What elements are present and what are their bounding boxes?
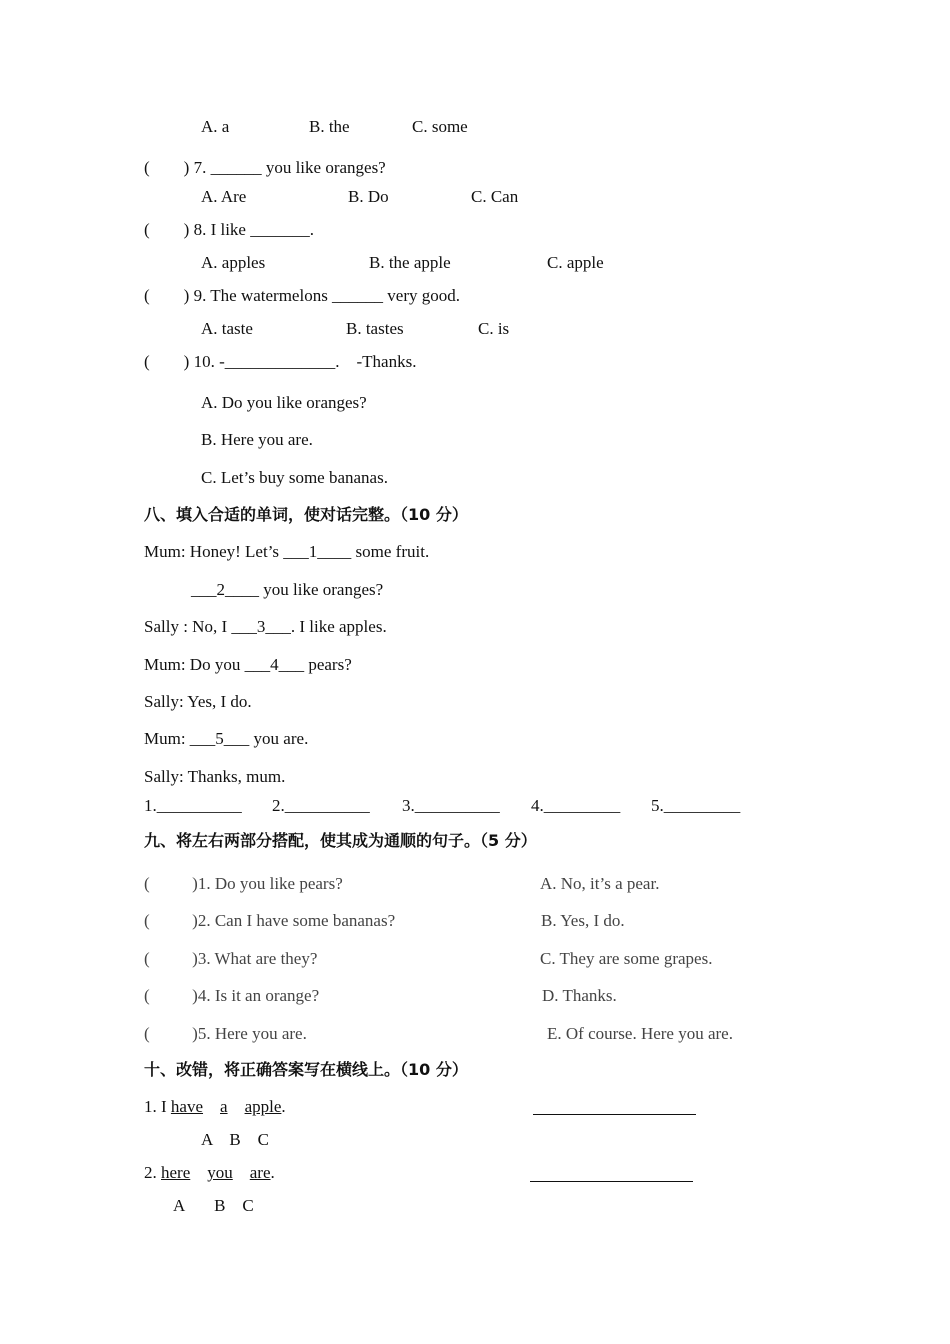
dialogue-line: Sally: Thanks, mum. [144, 767, 286, 786]
correction-answer-line-1[interactable] [533, 1114, 696, 1115]
option-letters: A B C [173, 1196, 254, 1215]
q7-option-c: C. Can [471, 187, 519, 206]
q10-option-b: B. Here you are. [201, 430, 313, 449]
q6-option-b: B. the [309, 117, 350, 136]
q10-option-c: C. Let’s buy some bananas. [201, 468, 388, 487]
q8-stem: ( ) 8. I like _______. [144, 220, 314, 239]
q7-stem: ( ) 7. ______ you like oranges? [144, 158, 386, 177]
q8-option-c: C. apple [547, 253, 604, 272]
dialogue-line: Mum: Do you ___4___ pears? [144, 655, 352, 674]
period: . [270, 1163, 275, 1182]
answer-blank-1[interactable]: 1.__________ [144, 796, 242, 815]
q9-stem: ( ) 9. The watermelons ______ very good. [144, 286, 461, 305]
word-a: here [161, 1163, 191, 1182]
match-left-item: ( )4. Is it an orange? [144, 986, 320, 1005]
word-a: have [170, 1097, 204, 1116]
dialogue-line: Sally : No, I ___3___. I like apples. [144, 617, 387, 636]
correction-item-2 [144, 1163, 275, 1183]
match-right-item: C. They are some grapes. [540, 949, 713, 968]
answer-blank-5[interactable]: 5._________ [651, 796, 741, 815]
q6-option-a: A. a [201, 117, 230, 136]
match-right-item: B. Yes, I do. [541, 911, 625, 930]
q7-option-b: B. Do [348, 187, 389, 206]
word-c: are [249, 1163, 271, 1182]
dialogue-line: Sally: Yes, I do. [144, 692, 252, 711]
q9-option-b: B. tastes [346, 319, 404, 338]
match-right-item: D. Thanks. [542, 986, 617, 1005]
answer-blank-4[interactable]: 4._________ [531, 796, 621, 815]
q7-option-a: A. Are [201, 187, 247, 206]
match-left-item: ( )3. What are they? [144, 949, 318, 968]
match-right-item: E. Of course. Here you are. [547, 1024, 733, 1043]
q8-option-a: A. apples [201, 253, 266, 272]
q6-option-c: C. some [412, 117, 468, 136]
match-right-item: A. No, it’s a pear. [540, 874, 660, 893]
option-letters: A B C [201, 1130, 270, 1149]
word-b: a [220, 1097, 228, 1116]
section10-heading: 十、改错，将正确答案写在横线上。（10 分） [144, 1060, 468, 1079]
dialogue-line: Mum: Honey! Let’s ___1____ some fruit. [144, 542, 430, 561]
q9-option-a: A. taste [201, 319, 253, 338]
q10-stem: ( ) 10. -_____________. -Thanks. [144, 352, 417, 371]
dialogue-line: Mum: ___5___ you are. [144, 729, 309, 748]
word-c: apple [244, 1097, 282, 1116]
match-left-item: ( )2. Can I have some bananas? [144, 911, 396, 930]
correction-item-1 [144, 1097, 286, 1117]
q10-option-a: A. Do you like oranges? [201, 393, 367, 412]
correction-answer-line-2[interactable] [530, 1181, 693, 1182]
answer-blank-2[interactable]: 2.__________ [272, 796, 370, 815]
item-number: 2. [144, 1163, 157, 1182]
section9-heading: 九、将左右两部分搭配，使其成为通顺的句子。（5 分） [144, 831, 537, 850]
answer-blank-3[interactable]: 3.__________ [402, 796, 500, 815]
match-left-item: ( )5. Here you are. [144, 1024, 307, 1043]
q8-option-b: B. the apple [369, 253, 451, 272]
item-number: 1. I [144, 1097, 167, 1116]
word-b: you [207, 1163, 233, 1182]
q9-option-c: C. is [478, 319, 510, 338]
section8-heading: 八、填入合适的单词，使对话完整。（10 分） [144, 505, 468, 524]
period: . [281, 1097, 286, 1116]
dialogue-line: ___2____ you like oranges? [191, 580, 384, 599]
match-left-item: ( )1. Do you like pears? [144, 874, 343, 893]
